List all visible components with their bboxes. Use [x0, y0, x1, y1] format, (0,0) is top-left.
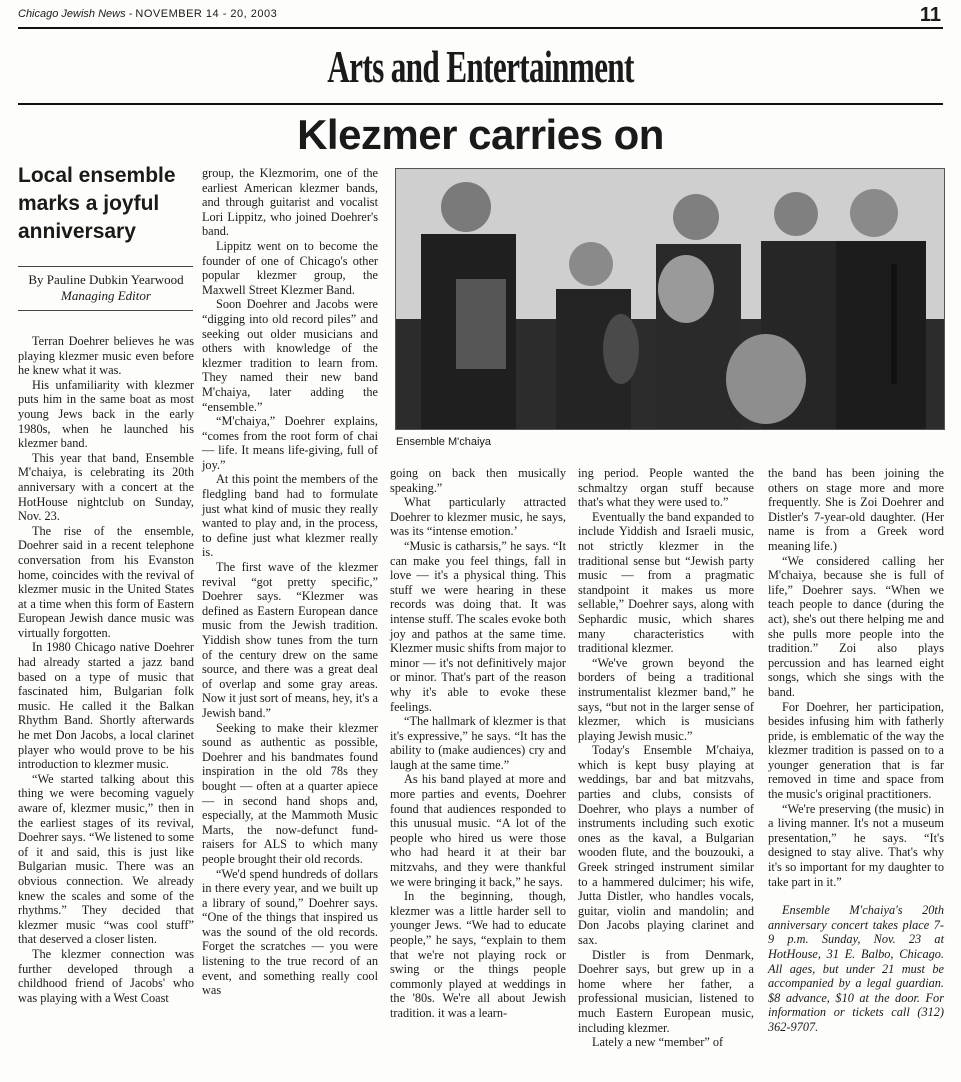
paragraph: “We're preserving (the music) in a living manner. It's not a museum presentation,” he says. “It's designed to stay alive. That's why it's so important for my daughter to take part in it.” [768, 801, 944, 889]
paragraph: Soon Doehrer and Jacobs were “digging into old record piles” and seeking out older musicians and others with knowledge of the klezmer tradition to learn from. They named their new band M'chaiya, later adding the “ensemble.” [202, 297, 378, 414]
top-rule [18, 27, 943, 29]
paragraph: The first wave of the klezmer revival “got pretty specific,” Doehrer says. “Klezmer was defined as Eastern European dance music from the Jewish tradition. Yiddish show tunes from the turn of the century drew on the same source, and there was a great deal of overlap and some gray areas. Now it just sort of means, hey, it's a Jewish band.” [202, 560, 378, 720]
article-column-1 [18, 334, 194, 1005]
masthead-separator: - [125, 8, 136, 20]
deck: Local ensemble marks a joyful anniversary [18, 164, 176, 243]
paragraph: This year that band, Ensemble M'chaiya, is celebrating its 20th anniversary with a concert at the HotHouse nightclub on Sunday, Nov. 23. [18, 450, 194, 524]
paragraph: What particularly attracted Doehrer to klezmer music, he says, was its “intense emotion.’ [390, 495, 566, 539]
masthead [18, 8, 277, 20]
paragraph: Today's Ensemble M'chaiya, which is kept busy playing at weddings, bar and bat mitzvahs, parties and clubs, consists of Doehrer, who plays a number of instruments including such exotic ones as the kaval, a Bulgarian wooden flute, and the bouzouki, a Greek stringed instrument similar to a hammered dulcimer; his wife, Jutta Distler, who handles vocals, guitar, violin and mandolin; and Don Jacobs playing clarinet and sax. [578, 743, 754, 947]
paragraph: For Doehrer, her participation, besides infusing him with fatherly pride, is emblematic of the way the klezmer tradition is passed on to a younger generation that is far removed in time and space from the music's original practitioners. [768, 699, 944, 802]
paragraph: “The hallmark of klezmer is that it's expressive,” he says. “It has the ability to (make audiences) cry and laugh at the same time.” [390, 714, 566, 772]
article-column-4 [578, 466, 754, 1050]
article-column-2 [202, 166, 378, 998]
paragraph: “M'chaiya,” Doehrer explains, “comes from the root form of chai — life. It means life-giving, full of joy.” [202, 414, 378, 472]
page-number: 11 [919, 4, 941, 26]
section-rule [18, 103, 943, 105]
paragraph: Terran Doehrer believes he was playing klezmer music even before he knew what it was. [18, 334, 194, 378]
issue-date: NOVEMBER 14 - 20, 2003 [135, 8, 278, 20]
paragraph: group, the Klezmorim, one of the earliest American klezmer bands, and through guitarist and vocalist Lori Lippitz, who joined Doehrer's band. [202, 166, 378, 239]
paragraph: His unfamiliarity with klezmer puts him in the same boat as most young Jews back in the early 1980s, when he launched his klezmer band. [18, 377, 194, 451]
event-note: Ensemble M'chaiya's 20th anniversary concert takes place 7-9 p.m. Sunday, Nov. 23 at HotHouse, 31 E. Balbo, Chicago. All ages, but under 21 must be accompanied by a legal guardian. $8 advance, $10 at the door. For information or tickets call (312) 362-9707. [768, 903, 944, 1034]
band-photo-illustration [396, 169, 944, 429]
paragraph: Eventually the band expanded to include Yiddish and Israeli music, not strictly klezmer in the traditional sense but “Jewish party music — from a pragmatic standpoint it makes us more sellable,” Doehrer says, along with Sephardic music, which shares many characteristics with traditional klezmer. [578, 509, 754, 656]
section-title: Arts and Entertainment [327, 41, 634, 92]
paragraph: In the beginning, though, klezmer was a little harder sell to younger Jews. “We had to educate people,” he says, “explain to them that we're not playing rock or swing or the things people commonly played at weddings in the '80s. We're all about Jewish tradition. it was a learn- [390, 889, 566, 1020]
paragraph: As his band played at more and more parties and events, Doehrer found that audiences responded to this unusual music. “A lot of the people who hired us were those who had heard it at their bar mitzvahs, and they were thankful we were bringing it back,” he says. [390, 772, 566, 889]
paragraph: Lippitz went on to become the founder of one of Chicago's other popular klezmer group, the Maxwell Street Klezmer Band. [202, 238, 378, 297]
paragraph: “We started talking about this thing we were becoming vaguely aware of, klezmer music,” then in the earliest stages of its revival, Doehrer says. “We listened to some of it and said, this is just like Bulgarian music. There was an obvious connection. We already knew the scales and some of the rhythms.” They decided that klezmer music “was cool stuff” that deserved a closer listen. [18, 771, 194, 947]
photo-caption: Ensemble M'chaiya [396, 436, 492, 448]
article-column-5 [768, 466, 944, 1035]
article-column-3 [390, 466, 566, 1021]
paragraph: The klezmer connection was further developed through a childhood friend of Jacobs' who was playing with a West Coast [18, 946, 194, 1005]
paragraph: At this point the members of the fledgling band had to formulate just what kind of music they really wanted to play and, in the process, to define just what klezmer really is. [202, 472, 378, 560]
paper-name: Chicago Jewish News [18, 8, 126, 20]
byline [18, 272, 194, 304]
band-photo [395, 168, 945, 430]
byline-rule-top [18, 266, 193, 267]
paragraph: “We've grown beyond the borders of being a traditional instrumentalist klezmer band,” he says, “but not in the larger sense of klezmer, which is musicians playing Jewish music.” [578, 655, 754, 743]
paragraph: The rise of the ensemble, Doehrer said in a recent telephone conversation from his Evanston home, coincides with the revival of klezmer music in the United States at a time when this form of Eastern European Jewish dance music was virtually forgotten. [18, 523, 194, 640]
byline-title: Managing Editor [61, 288, 151, 303]
paragraph: Seeking to make their klezmer sound as authentic as possible, Doehrer and his bandmates found inspiration in the old 78s they bought — often at a quarter apiece — in second hand shops and, especially, at the Mammoth Music Marts, the now-defunct fund-raisers for ALS to which many people brought their old records. [202, 720, 378, 866]
paragraph: In 1980 Chicago native Doehrer had already started a jazz band based on a type of music that fascinated him, Bulgarian folk music. He called it the Balkan Rhythm Band. Shortly afterwards he met Don Jacobs, a local clarinet player who would prove to be his introduction to klezmer music. [18, 640, 194, 772]
paragraph: Distler is from Denmark, Doehrer says, but grew up in a home where her father, a professional musician, listened to much Eastern European music, including klezmer. [578, 947, 754, 1035]
paragraph: the band has been joining the others on stage more and more frequently. She is Zoi Doehrer and Distler's 7-year-old daughter. (Her name is from a Greek word meaning life.) [768, 466, 944, 553]
paragraph: “We considered calling her M'chaiya, because she is full of life,” Doehrer says. “When we teach people to dance (during the act), she's out there helping me and she pulls more people into the tradition.” Zoi also plays percussion and has learned eight songs, which she sings with the band. [768, 553, 944, 699]
paragraph: ing period. People wanted the schmaltzy organ stuff because that's what they were used to.” [578, 466, 754, 510]
paragraph: going on back then musically speaking.” [390, 466, 566, 495]
paragraph: “We'd spend hundreds of dollars in there every year, and we built up a library of sound,” Doehrer says. “One of the things that inspired us was the sound of the old records. Forget the scratches — you were listening to the true record of an event, and something really cool was [202, 866, 378, 998]
byline-author: By Pauline Dubkin Yearwood [28, 272, 184, 287]
byline-rule-bottom [18, 310, 193, 311]
paragraph: “Music is catharsis,” he says. “It can make you feel things, fall in love — it's a physical thing. This stuff we were hearing in these records was doing that. It was intense stuff. The scales evoke both joy and pathos at the same time. Klezmer music shifts from major to minor — it's not definitively major or minor. That's part of the reason why it's able to evoke these feelings. [390, 538, 566, 714]
headline: Klezmer carries on [297, 111, 664, 158]
paragraph: Lately a new “member” of [592, 1035, 724, 1050]
